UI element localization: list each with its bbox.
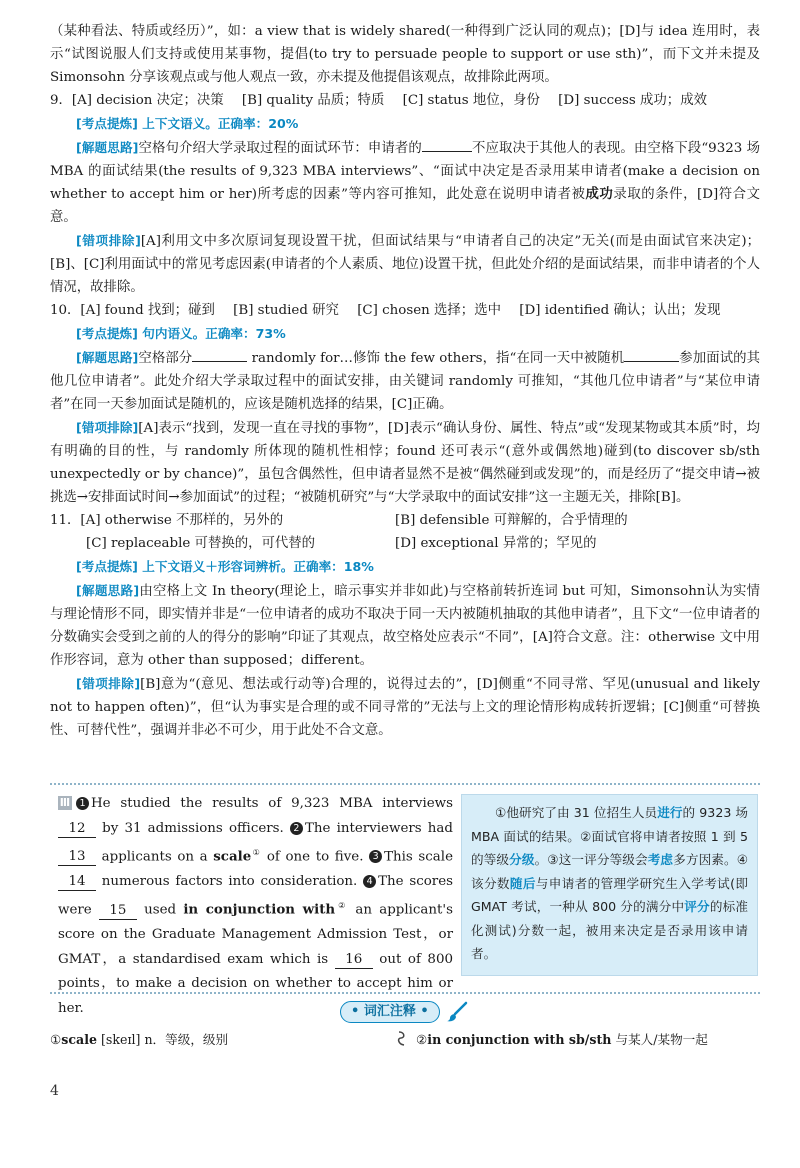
q9-error-text: [A]利用文中多次原词复现设置干扰，但面试结果与“申请者自己的决定”无关(而是由面试官来决定)；[B]、[C]利用面试中的常见考虑因素(申请者的个人素质、地位)设置干扰，但此处介绍的是面试结果，而非申请者的个人情况，故排除。: [50, 234, 760, 295]
footnote-ref-1: ①: [251, 848, 262, 857]
q9-option-b: [B] quality 品质；特质: [241, 93, 385, 108]
translation-box: [461, 794, 758, 976]
q10-option-b: [B] studied 研究: [233, 303, 339, 318]
passage-section: [58, 792, 453, 1021]
q9-think-bold: 成功: [585, 186, 614, 202]
q11-options: [50, 509, 760, 555]
page-number: 4: [50, 1083, 59, 1099]
passage-s2b: applicants on a: [101, 849, 208, 865]
trans-2c: 。③这一评分等级会: [534, 852, 648, 867]
trans-5-bold: 评分: [684, 899, 710, 914]
vocab-def-1: [skeɪl] n．等级，级别: [97, 1032, 229, 1047]
q10-option-a: 10．[A] found 找到；碰到: [50, 303, 215, 318]
trans-5c: 的标准化测试)分数一起，被用来决定是否录用该申请者。: [471, 899, 748, 961]
q9-option-a: 9．[A] decision 决定；决策: [50, 93, 224, 108]
sentence-number: 2: [290, 822, 303, 835]
blank-line: [422, 139, 472, 152]
q11-option-a: 11．[A] otherwise 不那样的，另外的: [50, 513, 284, 528]
blank-line: [192, 349, 247, 362]
blank-12: 12: [58, 821, 96, 838]
trans-4-bold: 随后: [509, 875, 536, 891]
trans-1-bold: 进行: [657, 805, 683, 820]
passage-text: [58, 792, 453, 1021]
blank-16: 16: [335, 952, 373, 969]
passage-s4a: The scores were: [58, 873, 454, 918]
blank-line: [624, 349, 679, 362]
vocab-word-2: in conjunction with sb/sth: [427, 1032, 612, 1047]
footnote-ref-2: ②: [335, 901, 349, 911]
passage-s3b: numerous factors into consideration.: [101, 873, 358, 889]
q10-think-a: 空格部分: [138, 351, 193, 366]
trans-2-bold: 分级: [509, 852, 535, 867]
vocab-num-1: ①: [50, 1032, 62, 1047]
q11-tag: [考点提炼] 上下文语义＋形容词辨析。正确率：18%: [76, 559, 374, 574]
passage-s1a: He studied the results of 9,323 MBA interviews: [91, 796, 453, 811]
q11-think: [50, 579, 760, 672]
trans-1c: 的 9323 场 MBA 面试的结果。②面试官将申请者按照 1 到 5 的等级: [471, 805, 749, 867]
vocab-num-2: ②: [416, 1032, 428, 1047]
vocab-header: [340, 1001, 468, 1023]
q9-think: [50, 136, 760, 229]
q9-tag-line: [50, 112, 760, 136]
blank-14: 14: [58, 874, 96, 891]
q11-option-b: [B] defensible 可辩解的，合乎情理的: [395, 513, 628, 528]
sentence-number: 4: [363, 875, 376, 888]
trans-4c: 与申请者的管理学研究生入学考试(即 GMAT 考试，一种从 800 分的满分中: [471, 875, 749, 914]
q10-think-b: randomly for…修饰 the few others，指“在同一天中被随机: [251, 351, 625, 366]
q11-error-text: [B]意为“(意见、想法或行动等)合理的，说得过去的”，[D]侧重“不同寻常、罕见(unusual and likely not to happen often)”，但“认为事实是合理的或不同寻常的”无法与上文的理论情形构成转折逻辑；[C]侧重“可替换性、可替代性”，强调并非必不可少，用于此处不合文意。: [50, 677, 760, 738]
divider: [50, 992, 760, 994]
q9-error: [50, 229, 760, 299]
main-content: [50, 20, 760, 742]
blank-15: 15: [99, 903, 137, 920]
trans-3-bold: 考虑: [647, 852, 674, 867]
q10-options: [50, 299, 760, 322]
sentence-number: 1: [76, 797, 89, 810]
passage-s3a: This scale: [384, 849, 453, 865]
passage-s4b: used: [144, 902, 177, 918]
q11-error-label: [错项排除]: [76, 676, 141, 691]
passage-s4d: out of 800 points，to make a decision on whether to accept him or her.: [58, 951, 453, 1016]
vocab-def-2: 与某人/某物一起: [611, 1032, 708, 1047]
section-number: Ⅲ: [59, 796, 71, 809]
q9-think-b: 不应取决于其他人的表现。由空格下段“9323 场 MBA 的面试结果(the results of 9,323 MBA interviews”、“面试中决定是否录用某申请者(make a decision on whether to accept him or her)所考虑的因素”等内容可推知，此处意在说明申请者被: [50, 141, 761, 202]
passage-scale: scale: [213, 848, 252, 865]
divider: [50, 783, 760, 785]
q10-option-c: [C] chosen 选择；选中: [357, 303, 501, 318]
sentence-number: 3: [369, 850, 382, 863]
brush-icon: [446, 1001, 468, 1023]
passage-s1b: by 31 admissions officers.: [102, 820, 284, 836]
intro-paragraph: （某种看法、特质或经历）”，如：a view that is widely shared(一种得到广泛认同的观点)；[D]与 idea 连用时，表示“试图说服人们支持或使用某事物，提倡(to try to persuade people to support or use sth)”，而下文并未提及 Simonsohn 分享该观点或与他人观点一致，亦未提及他提倡该观点，故排除此两项。: [50, 24, 760, 85]
q10-think-c: 参加面试的其他几位申请者”。此处介绍大学录取过程中的面试安排，由关键词 randomly 可推知，“其他几位申请者”与“某位申请者”在同一天参加面试是随机的，应该是随机选择的结果，[C]正确。: [50, 351, 761, 412]
vocab-item-1: [50, 1030, 228, 1050]
q11-think-label: [解题思路]: [76, 583, 140, 598]
q10-error: [50, 416, 760, 509]
blank-13: 13: [58, 849, 96, 866]
passage-conj: in conjunction with: [183, 901, 336, 918]
translation-text: [471, 801, 748, 966]
q11-think-text: 由空格上文 In theory(理论上，暗示事实并非如此)与空格前转折连词 but 可知，Simonsohn认为实情与理论情形不同，即实情并非是“一位申请者的成功不取决于同一天内被随机抽取的其他申请者”，且下文“一位申请者的分数确实会受到之前的人的得分的影响”印证了其观点，故空格处应表示“不同”，[A]符合文意。注：otherwise 文中用作形容词，意为 other than supposed；different。: [50, 584, 760, 668]
vocab-title: • 词汇注释 •: [340, 1001, 440, 1023]
vocab-item-2: [396, 1030, 708, 1050]
q9-option-c: [C] status 地位，身份: [402, 93, 540, 108]
q10-think: [50, 346, 760, 416]
q10-tag: [考点提炼] 句内语义。正确率：73%: [76, 326, 286, 341]
trans-3c: 多方因素。④该分数: [471, 852, 749, 891]
q9-option-d: [D] success 成功；成效: [558, 93, 707, 108]
passage-s2c: of one to five.: [266, 849, 364, 865]
q9-options: [50, 89, 760, 112]
q9-error-label: [错项排除]: [76, 233, 141, 248]
q11-option-d: [D] exceptional 异常的；罕见的: [395, 536, 597, 551]
passage-s2a: The interviewers had: [304, 820, 453, 836]
q10-error-text: [A]表示“找到，发现一直在寻找的事物”，[D]表示“确认身份、属性、特点”或“发现某物或其本质”时，均有明确的目的性，与 randomly 所体现的随机性相悖；found 还可表示“(意外或偶然地)碰到(to discover sb/sth unexpectedly or by chance)”，虽包含偶然性，但申请者显然不是被“偶然碰到或发现”的，而是经历了“提交申请→被挑选→安排面试时间→参加面试”的过程；“被随机研究”与“大学录取中的面试安排”这一主题无关，排除[B]。: [50, 421, 761, 505]
passage-s4c: an applicant's score on the Graduate Management Admission Test，or GMAT，a standardised exam which is: [58, 902, 453, 967]
q10-option-d: [D] identified 确认；认出；发现: [519, 303, 721, 318]
q9-tag: [考点提炼] 上下文语义。正确率：20%: [76, 116, 299, 131]
vocab-word-1: scale: [61, 1032, 98, 1047]
q11-error: [50, 672, 760, 742]
q9-think-c: 录取的条件，[D]符合文意。: [50, 187, 761, 225]
q10-think-label: [解题思路]: [76, 350, 139, 365]
spiral-icon: [396, 1030, 408, 1048]
q10-tag-line: [50, 322, 760, 346]
trans-1: ①他研究了由 31 位招生人员: [495, 805, 658, 820]
q11-tag-line: [50, 555, 760, 579]
q9-think-a: 空格句介绍大学录取过程的面试环节：申请者的: [138, 141, 422, 156]
q10-error-label: [错项排除]: [76, 420, 139, 435]
q9-think-label: [解题思路]: [76, 140, 139, 155]
q11-option-c: [C] replaceable 可替换的，可代替的: [86, 536, 316, 551]
